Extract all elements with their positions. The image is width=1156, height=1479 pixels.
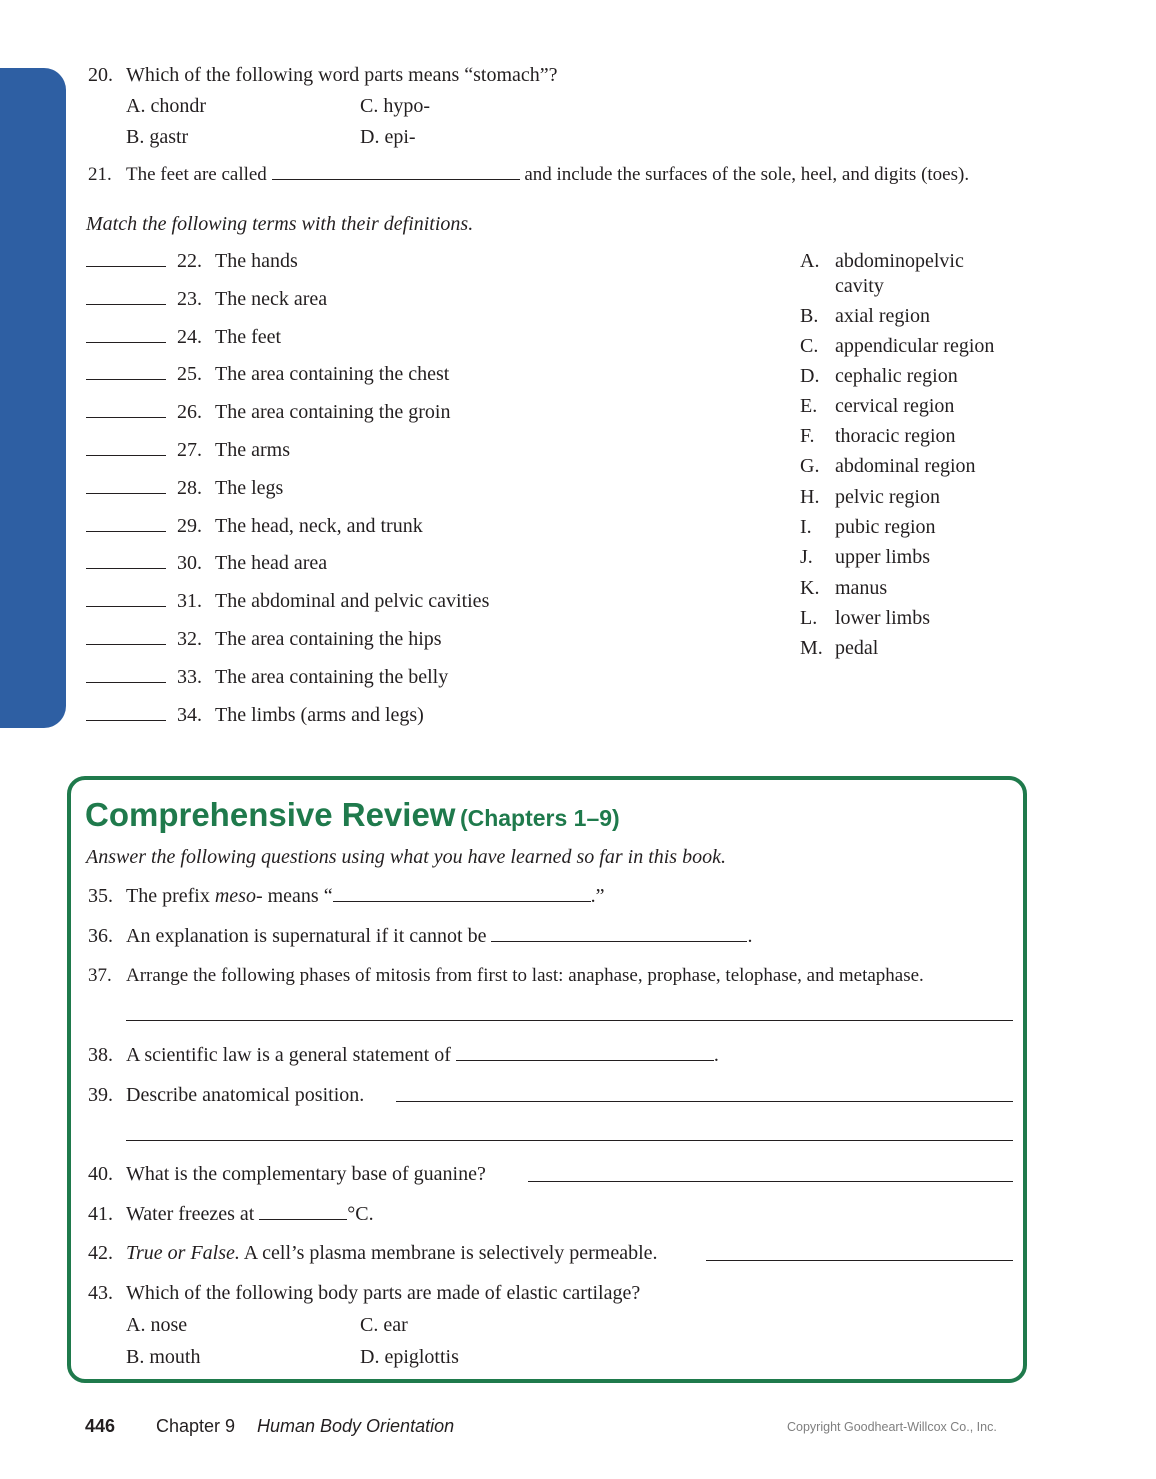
match-term-letter: B. [800, 305, 819, 327]
match-term-text: pubic region [835, 516, 936, 538]
question-text: Arrange the following phases of mitosis from first to last: anaphase, prophase, telophase, and metaphase. [126, 965, 924, 986]
question-number: 41. [88, 1203, 113, 1225]
question-42 [88, 1242, 658, 1265]
answer-line[interactable] [126, 1139, 1013, 1141]
page-number: 446 [85, 1416, 116, 1436]
match-item-text: The legs [215, 476, 284, 499]
match-answer-blank[interactable] [86, 605, 166, 607]
question-number: 40. [88, 1163, 113, 1185]
match-item-number: 26. [177, 401, 202, 424]
match-item-number: 28. [177, 476, 202, 499]
match-item-number: 31. [177, 590, 202, 613]
question-40 [88, 1163, 486, 1186]
q20-option-a: A. chondr [126, 95, 206, 117]
question-number: 42. [88, 1242, 113, 1264]
match-term-text: cervical region [835, 395, 955, 417]
match-item-number: 27. [177, 439, 202, 461]
match-instruction: Match the following terms with their definitions. [86, 213, 474, 235]
match-item-text: The area containing the groin [215, 401, 451, 424]
question-number: 35. [88, 885, 113, 907]
match-item [86, 288, 327, 311]
question-text: The feet are called [126, 164, 267, 185]
prefix-term: meso- [214, 885, 263, 907]
match-item-text: The neck area [215, 287, 328, 310]
match-item-number: 34. [177, 703, 202, 726]
match-answer-blank[interactable] [86, 567, 166, 569]
copyright: Copyright Goodheart-Willcox Co., Inc. [787, 1420, 997, 1434]
question-number: 38. [88, 1044, 113, 1066]
answer-blank[interactable] [333, 900, 591, 902]
q20-option-c: C. hypo- [360, 95, 430, 117]
match-item-text: The area containing the belly [215, 665, 449, 688]
match-item-number: 30. [177, 552, 202, 575]
answer-blank[interactable] [491, 940, 747, 942]
question-text: Which of the following word parts means “stomach”? [126, 64, 558, 86]
match-term-text: lower limbs [835, 607, 930, 629]
match-term-text: abdominopelvic [835, 250, 964, 272]
match-term-letter: J. [800, 546, 813, 568]
match-item-text: The arms [215, 439, 290, 461]
match-item-number: 24. [177, 325, 202, 348]
match-item-text: The limbs (arms and legs) [215, 703, 424, 726]
q20-option-b: B. gastr [126, 126, 189, 148]
answer-line[interactable] [396, 1100, 1013, 1102]
question-39 [88, 1084, 364, 1107]
match-answer-blank[interactable] [86, 681, 166, 683]
answer-line[interactable] [126, 1019, 1013, 1021]
match-term-letter: C. [800, 335, 819, 357]
match-term-letter: M. [800, 637, 823, 659]
match-term-text: cephalic region [835, 365, 958, 387]
question-37 [88, 965, 924, 987]
question-text: Water freezes at [126, 1203, 255, 1225]
question-number: 43. [88, 1282, 113, 1304]
question-number: 20. [88, 64, 113, 86]
question-number: 36. [88, 925, 113, 947]
match-term-text-continued: cavity [835, 275, 884, 297]
match-item-number: 29. [177, 514, 202, 537]
question-number: 39. [88, 1084, 113, 1106]
question-35 [88, 885, 605, 908]
q20-option-d: D. epi- [360, 126, 416, 148]
match-answer-blank[interactable] [86, 265, 166, 267]
question-text: A scientific law is a general statement of [126, 1044, 451, 1066]
review-instruction: Answer the following questions using what you have learned so far in this book. [86, 846, 726, 868]
question-text: An explanation is supernatural if it cannot be [126, 925, 487, 947]
match-term-text: axial region [835, 305, 930, 327]
match-item-text: The head, neck, and trunk [215, 514, 423, 537]
q43-option-d: D. epiglottis [360, 1346, 459, 1368]
match-term-text: thoracic region [835, 425, 956, 447]
match-term-letter: G. [800, 455, 820, 477]
match-term-letter: F. [800, 425, 815, 447]
answer-blank[interactable] [456, 1059, 714, 1061]
match-term-letter: K. [800, 577, 820, 599]
match-item-number: 32. [177, 628, 202, 650]
match-term-letter: D. [800, 365, 820, 387]
match-item [86, 439, 290, 462]
question-38 [88, 1044, 719, 1067]
match-answer-blank[interactable] [86, 378, 166, 380]
match-answer-blank[interactable] [86, 492, 166, 494]
question-number: 21. [88, 164, 112, 185]
match-term-text: pedal [835, 637, 879, 659]
match-term-text: abdominal region [835, 455, 976, 477]
match-item-number: 33. [177, 665, 202, 688]
match-answer-blank[interactable] [86, 530, 166, 532]
question-text: What is the complementary base of guanine? [126, 1163, 486, 1185]
chapter-title: Human Body Orientation [257, 1416, 455, 1436]
match-item [86, 326, 281, 349]
answer-line[interactable] [528, 1180, 1013, 1182]
question-number: 37. [88, 965, 112, 986]
match-term-letter: A. [800, 250, 820, 272]
match-term-text: pelvic region [835, 486, 940, 508]
question-text-end: °C. [347, 1203, 374, 1225]
question-21 [88, 164, 969, 186]
match-answer-blank[interactable] [86, 643, 166, 645]
match-item-text: The hands [215, 250, 298, 272]
match-answer-blank[interactable] [86, 454, 166, 456]
question-36 [88, 925, 752, 948]
match-item-text: The area containing the hips [215, 628, 442, 650]
question-text-end: and include the surfaces of the sole, heel, and digits (toes). [524, 164, 970, 185]
match-item [86, 628, 442, 651]
match-term-text: appendicular region [835, 335, 995, 357]
match-item [86, 363, 449, 386]
question-text: Which of the following body parts are made of elastic cartilage? [126, 1282, 641, 1304]
match-answer-blank[interactable] [86, 719, 166, 721]
match-item-text: The abdominal and pelvic cavities [215, 590, 490, 613]
review-title: Comprehensive Review [85, 796, 456, 833]
question-text: The prefix [126, 885, 215, 907]
true-false-label: True or False. [126, 1242, 240, 1264]
match-term-letter: H. [800, 486, 820, 508]
review-heading [85, 796, 620, 834]
match-answer-blank[interactable] [86, 303, 166, 305]
question-text-end: .” [590, 885, 605, 907]
match-item [86, 666, 448, 689]
match-item-number: 22. [177, 250, 202, 272]
match-item-text: The feet [215, 325, 282, 348]
match-item-text: The head area [215, 552, 328, 575]
match-item [86, 552, 327, 575]
question-text-end: . [747, 925, 753, 947]
q43-option-c: C. ear [360, 1314, 408, 1336]
q43-option-b: B. mouth [126, 1346, 201, 1368]
match-item-number: 25. [177, 363, 202, 386]
match-term-letter: E. [800, 395, 818, 417]
q43-option-a: A. nose [126, 1314, 188, 1336]
match-term-text: manus [835, 577, 888, 599]
chapter-label: Chapter 9 [156, 1416, 236, 1436]
match-item [86, 590, 489, 613]
question-41 [88, 1203, 374, 1226]
match-answer-blank[interactable] [86, 416, 166, 418]
review-subtitle: (Chapters 1–9) [459, 805, 620, 831]
match-item-text: The area containing the chest [215, 363, 450, 386]
answer-blank[interactable] [259, 1218, 347, 1220]
match-term-letter: L. [800, 607, 818, 629]
match-item [86, 477, 283, 500]
question-43 [88, 1282, 640, 1305]
match-answer-blank[interactable] [86, 341, 166, 343]
match-item [86, 515, 423, 538]
question-text-end: . [713, 1044, 719, 1066]
match-item [86, 704, 424, 727]
match-term-letter: I. [800, 516, 812, 538]
question-20 [88, 64, 558, 87]
question-text: Describe anatomical position. [126, 1084, 365, 1106]
match-item [86, 401, 450, 424]
answer-line[interactable] [706, 1259, 1013, 1261]
chapter-side-tab [0, 68, 66, 728]
answer-blank[interactable] [272, 178, 520, 180]
match-term-text: upper limbs [835, 546, 930, 568]
question-text-mid: means “ [262, 885, 333, 907]
match-item [86, 250, 298, 273]
question-text: A cell’s plasma membrane is selectively permeable. [239, 1242, 658, 1264]
match-item-number: 23. [177, 287, 202, 310]
